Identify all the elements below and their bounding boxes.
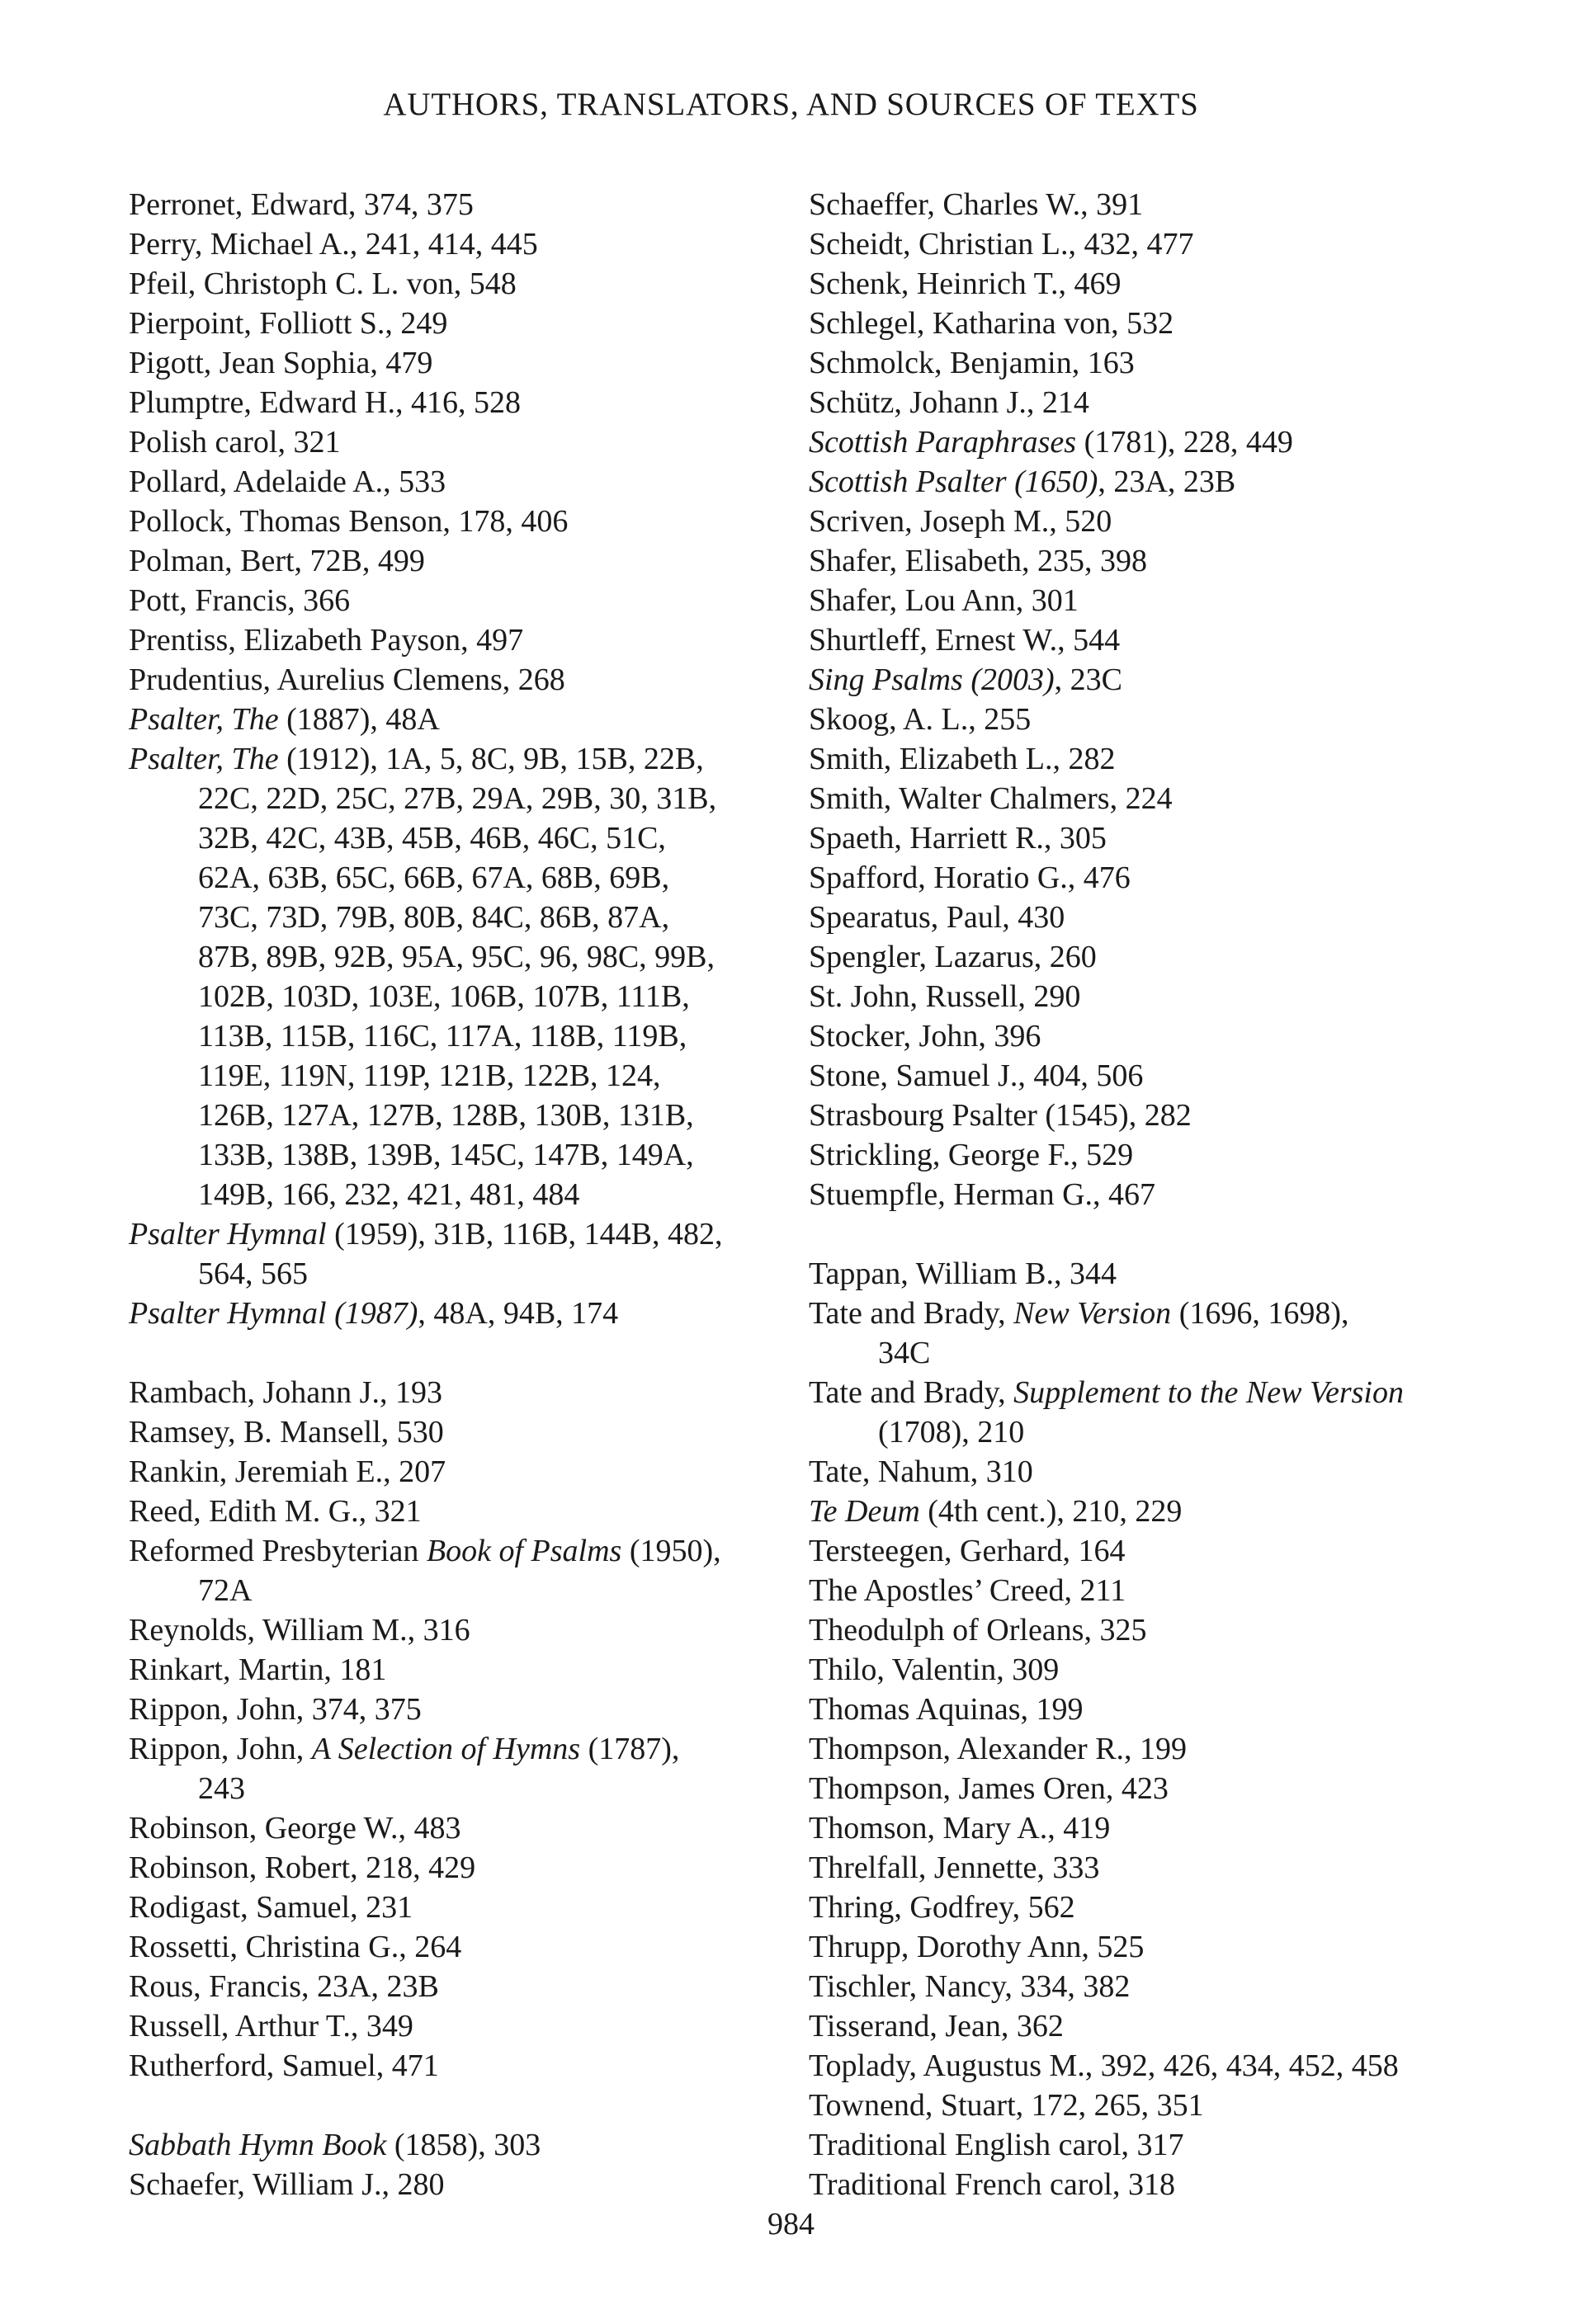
index-text: Thring, Godfrey, 562 xyxy=(809,1890,1075,1925)
index-text: Toplady, Augustus M., 392, 426, 434, 452, 458 xyxy=(809,2048,1399,2083)
index-text: (1787), xyxy=(580,1732,680,1766)
index-text: 243 xyxy=(198,1771,245,1806)
index-entry-line xyxy=(129,937,809,977)
index-text: 22C, 22D, 25C, 27B, 29A, 29B, 30, 31B, xyxy=(198,781,717,816)
index-entry-line xyxy=(809,1808,1515,1848)
index-text: Traditional English carol, 317 xyxy=(809,2128,1184,2162)
index-text: Rutherford, Samuel, 471 xyxy=(129,2048,439,2083)
index-entry-line xyxy=(129,462,809,502)
index-text: Tappan, William B., 344 xyxy=(809,1256,1117,1291)
index-text: Tate and Brady, xyxy=(809,1296,1014,1331)
index-entry-line xyxy=(129,779,809,818)
index-entry-line xyxy=(809,937,1515,977)
index-entry-line xyxy=(129,660,809,700)
index-text: (1708), 210 xyxy=(878,1415,1025,1450)
blank-line xyxy=(809,1214,1515,1254)
index-entry-line xyxy=(129,1135,809,1175)
index-entry-line xyxy=(809,422,1515,462)
index-text: (4th cent.), 210, 229 xyxy=(919,1494,1183,1529)
index-text: , 23C xyxy=(1054,662,1123,697)
index-entry-line xyxy=(129,581,809,620)
index-entry-line xyxy=(129,224,809,264)
index-text: (1781), 228, 449 xyxy=(1076,425,1293,460)
index-entry-line xyxy=(129,1571,809,1610)
index-entry-line xyxy=(809,700,1515,739)
index-entry-line xyxy=(129,1175,809,1214)
index-text: 113B, 115B, 116C, 117A, 118B, 119B, xyxy=(198,1019,687,1054)
index-entry-line xyxy=(129,2165,809,2204)
index-text: Thompson, Alexander R., 199 xyxy=(809,1732,1188,1766)
index-text: Rippon, John, 374, 375 xyxy=(129,1692,422,1727)
index-entry-line xyxy=(809,1888,1515,1927)
index-text: Rippon, John, xyxy=(129,1732,312,1766)
index-entry-line xyxy=(809,1452,1515,1492)
index-entry-line xyxy=(129,185,809,224)
index-text: Thomson, Mary A., 419 xyxy=(809,1811,1111,1846)
index-entry-line xyxy=(129,1294,809,1333)
index-text: Robinson, Robert, 218, 429 xyxy=(129,1850,476,1885)
index-entry-line xyxy=(129,1373,809,1412)
index-text: Scriven, Joseph M., 520 xyxy=(809,504,1112,539)
index-text-italic: Supplement to the New Version xyxy=(1013,1375,1404,1410)
index-text: Rambach, Johann J., 193 xyxy=(129,1375,442,1410)
index-text-italic: New Version xyxy=(1013,1296,1172,1331)
index-text: Strickling, George F., 529 xyxy=(809,1138,1134,1172)
index-text: Theodulph of Orleans, 325 xyxy=(809,1613,1147,1648)
index-entry-line xyxy=(809,2046,1515,2086)
index-entry-line xyxy=(809,1135,1515,1175)
index-text: Thompson, James Oren, 423 xyxy=(809,1771,1169,1806)
index-text-italic: A Selection of Hymns xyxy=(311,1732,581,1766)
index-entry-line xyxy=(129,1888,809,1927)
index-entry-line xyxy=(129,620,809,660)
index-text: Skoog, A. L., 255 xyxy=(809,702,1032,737)
index-entry-line xyxy=(809,462,1515,502)
index-entry-line xyxy=(809,304,1515,343)
index-entry-line xyxy=(809,620,1515,660)
index-entry-line xyxy=(809,2006,1515,2046)
index-text: Perry, Michael A., 241, 414, 445 xyxy=(129,227,538,262)
index-entry-line xyxy=(809,1373,1515,1412)
index-text: Pollard, Adelaide A., 533 xyxy=(129,464,446,499)
index-text: The Apostles’ Creed, 211 xyxy=(809,1573,1126,1608)
index-text-italic: Sabbath Hymn Book xyxy=(129,2128,387,2162)
index-column-left xyxy=(129,185,809,2204)
index-text: Schaefer, William J., 280 xyxy=(129,2167,445,2202)
index-text: , 48A, 94B, 174 xyxy=(418,1296,619,1331)
index-text-italic: Scottish Paraphrases xyxy=(809,425,1077,460)
index-entry-line xyxy=(809,1412,1515,1452)
index-entry-line xyxy=(809,1056,1515,1096)
index-text: (1858), 303 xyxy=(386,2128,541,2162)
index-text: Thilo, Valentin, 309 xyxy=(809,1652,1060,1687)
index-entry-line xyxy=(809,1531,1515,1571)
index-text: Shafer, Elisabeth, 235, 398 xyxy=(809,544,1148,578)
index-entry-line xyxy=(809,660,1515,700)
index-text: Reynolds, William M., 316 xyxy=(129,1613,470,1648)
index-text: Thrupp, Dorothy Ann, 525 xyxy=(809,1930,1145,1964)
index-text: Reed, Edith M. G., 321 xyxy=(129,1494,422,1529)
index-text: Rankin, Jeremiah E., 207 xyxy=(129,1454,446,1489)
index-text-italic: Scottish Psalter (1650) xyxy=(809,464,1098,499)
index-text: Perronet, Edward, 374, 375 xyxy=(129,187,474,222)
index-entry-line xyxy=(809,185,1515,224)
index-entry-line xyxy=(129,383,809,422)
index-entry-line xyxy=(129,1056,809,1096)
index-entry-line xyxy=(809,1294,1515,1333)
index-text-italic: Psalter, The xyxy=(129,742,279,776)
index-text: Townend, Stuart, 172, 265, 351 xyxy=(809,2088,1204,2123)
index-entry-line xyxy=(129,1610,809,1650)
index-text: 119E, 119N, 119P, 121B, 122B, 124, xyxy=(198,1058,661,1093)
index-text: Stocker, John, 396 xyxy=(809,1019,1041,1054)
index-text: 133B, 138B, 139B, 145C, 147B, 149A, xyxy=(198,1138,694,1172)
index-column-right xyxy=(809,185,1515,2204)
index-text: Tisserand, Jean, 362 xyxy=(809,2009,1064,2044)
index-text: Pfeil, Christoph C. L. von, 548 xyxy=(129,266,517,301)
index-entry-line xyxy=(129,304,809,343)
index-entry-line xyxy=(809,1333,1515,1373)
index-entry-line xyxy=(129,1729,809,1769)
index-entry-line xyxy=(809,1848,1515,1888)
page-header-title: AUTHORS, TRANSLATORS, AND SOURCES OF TEXTS xyxy=(383,87,1199,122)
index-text: 126B, 127A, 127B, 128B, 130B, 131B, xyxy=(198,1098,694,1133)
index-entry-line xyxy=(129,343,809,383)
index-entry-line xyxy=(129,1254,809,1294)
index-entry-line xyxy=(129,1531,809,1571)
index-entry-line xyxy=(129,502,809,541)
index-text: Spearatus, Paul, 430 xyxy=(809,900,1065,935)
index-entry-line xyxy=(129,541,809,581)
index-entry-line xyxy=(809,977,1515,1016)
index-entry-line xyxy=(809,1610,1515,1650)
index-entry-line xyxy=(129,1927,809,1967)
index-text: (1950), xyxy=(621,1534,721,1568)
index-entry-line xyxy=(129,1967,809,2006)
index-text: Rossetti, Christina G., 264 xyxy=(129,1930,462,1964)
index-entry-line xyxy=(809,264,1515,304)
index-entry-line xyxy=(809,1769,1515,1808)
index-text: 34C xyxy=(878,1336,931,1370)
index-text: Stone, Samuel J., 404, 506 xyxy=(809,1058,1144,1093)
index-text: Smith, Walter Chalmers, 224 xyxy=(809,781,1173,816)
index-text: Prudentius, Aurelius Clemens, 268 xyxy=(129,662,565,697)
index-entry-line xyxy=(129,2006,809,2046)
index-text: St. John, Russell, 290 xyxy=(809,979,1081,1014)
index-text: 62A, 63B, 65C, 66B, 67A, 68B, 69B, xyxy=(198,860,670,895)
index-entry-line xyxy=(129,264,809,304)
index-text: Pott, Francis, 366 xyxy=(129,583,351,618)
index-text: Stuempfle, Herman G., 467 xyxy=(809,1177,1156,1212)
index-entry-line xyxy=(809,502,1515,541)
index-entry-line xyxy=(809,1650,1515,1690)
index-text: Spafford, Horatio G., 476 xyxy=(809,860,1131,895)
index-entry-line xyxy=(129,1016,809,1056)
index-text: Prentiss, Elizabeth Payson, 497 xyxy=(129,623,524,658)
index-text: Traditional French carol, 318 xyxy=(809,2167,1175,2202)
index-text-italic: Psalter, The xyxy=(129,702,279,737)
index-entry-line xyxy=(129,1650,809,1690)
index-entry-line xyxy=(809,2165,1515,2204)
index-entry-line xyxy=(809,343,1515,383)
index-entry-line xyxy=(129,1690,809,1729)
index-text: , 23A, 23B xyxy=(1098,464,1236,499)
index-text: Schlegel, Katharina von, 532 xyxy=(809,306,1174,341)
index-text: Rodigast, Samuel, 231 xyxy=(129,1890,413,1925)
index-entry-line xyxy=(129,2125,809,2165)
index-entry-line xyxy=(809,2125,1515,2165)
index-text: Plumptre, Edward H., 416, 528 xyxy=(129,385,521,420)
index-text-italic: Psalter Hymnal (1987) xyxy=(129,1296,418,1331)
index-text: Reformed Presbyterian xyxy=(129,1534,427,1568)
index-text: Shafer, Lou Ann, 301 xyxy=(809,583,1079,618)
blank-line xyxy=(129,2086,809,2125)
index-entry-line xyxy=(129,818,809,858)
index-text: Schmolck, Benjamin, 163 xyxy=(809,346,1135,380)
index-text: Smith, Elizabeth L., 282 xyxy=(809,742,1116,776)
index-text: Pigott, Jean Sophia, 479 xyxy=(129,346,433,380)
index-entry-line xyxy=(809,2086,1515,2125)
index-entry-line xyxy=(129,739,809,779)
index-entry-line xyxy=(129,977,809,1016)
index-text: 32B, 42C, 43B, 45B, 46B, 46C, 51C, xyxy=(198,821,666,856)
index-entry-line xyxy=(809,1175,1515,1214)
index-entry-line xyxy=(809,224,1515,264)
index-text: Robinson, George W., 483 xyxy=(129,1811,461,1846)
index-entry-line xyxy=(129,858,809,898)
index-entry-line xyxy=(809,581,1515,620)
index-text: Rous, Francis, 23A, 23B xyxy=(129,1969,439,2004)
index-entry-line xyxy=(129,700,809,739)
index-entry-line xyxy=(129,1452,809,1492)
index-text: (1887), 48A xyxy=(278,702,440,737)
index-text: Russell, Arthur T., 349 xyxy=(129,2009,413,2044)
index-columns xyxy=(129,185,1515,2204)
index-entry-line xyxy=(129,1769,809,1808)
index-text: Tate, Nahum, 310 xyxy=(809,1454,1033,1489)
index-entry-line xyxy=(809,1096,1515,1135)
index-text-italic: Sing Psalms (2003) xyxy=(809,662,1055,697)
index-text: Thomas Aquinas, 199 xyxy=(809,1692,1084,1727)
index-entry-line xyxy=(809,1967,1515,2006)
index-text: Tate and Brady, xyxy=(809,1375,1014,1410)
index-text: Ramsey, B. Mansell, 530 xyxy=(129,1415,444,1450)
index-text: Rinkart, Martin, 181 xyxy=(129,1652,387,1687)
index-entry-line xyxy=(129,1848,809,1888)
page-number: 984 xyxy=(767,2207,815,2242)
index-entry-line xyxy=(809,739,1515,779)
index-text: Polman, Bert, 72B, 499 xyxy=(129,544,425,578)
index-text: Strasbourg Psalter (1545), 282 xyxy=(809,1098,1192,1133)
index-text: 72A xyxy=(198,1573,253,1608)
index-entry-line xyxy=(809,1729,1515,1769)
index-text: Tersteegen, Gerhard, 164 xyxy=(809,1534,1126,1568)
index-entry-line xyxy=(809,1016,1515,1056)
index-entry-line xyxy=(129,898,809,937)
index-text: Threlfall, Jennette, 333 xyxy=(809,1850,1100,1885)
index-entry-line xyxy=(809,858,1515,898)
index-text: Pollock, Thomas Benson, 178, 406 xyxy=(129,504,569,539)
index-entry-line xyxy=(809,1927,1515,1967)
index-text: 102B, 103D, 103E, 106B, 107B, 111B, xyxy=(198,979,690,1014)
index-text-italic: Book of Psalms xyxy=(426,1534,622,1568)
index-entry-line xyxy=(809,818,1515,858)
index-text: Polish carol, 321 xyxy=(129,425,341,460)
index-text: Scheidt, Christian L., 432, 477 xyxy=(809,227,1194,262)
index-text-italic: Te Deum xyxy=(809,1494,920,1529)
blank-line xyxy=(129,1333,809,1373)
index-entry-line xyxy=(129,1492,809,1531)
index-text-italic: Psalter Hymnal xyxy=(129,1217,327,1252)
index-text: Spaeth, Harriett R., 305 xyxy=(809,821,1107,856)
index-entry-line xyxy=(129,1096,809,1135)
index-entry-line xyxy=(809,1690,1515,1729)
index-text: 149B, 166, 232, 421, 481, 484 xyxy=(198,1177,580,1212)
index-text: (1696, 1698), xyxy=(1171,1296,1349,1331)
index-text: Schaeffer, Charles W., 391 xyxy=(809,187,1144,222)
index-text: (1959), 31B, 116B, 144B, 482, xyxy=(326,1217,723,1252)
index-entry-line xyxy=(129,1808,809,1848)
index-entry-line xyxy=(809,1254,1515,1294)
index-text: Schenk, Heinrich T., 469 xyxy=(809,266,1122,301)
index-entry-line xyxy=(809,383,1515,422)
index-entry-line xyxy=(809,898,1515,937)
index-entry-line xyxy=(129,1214,809,1254)
index-entry-line xyxy=(809,1571,1515,1610)
index-text: Shurtleff, Ernest W., 544 xyxy=(809,623,1121,658)
index-entry-line xyxy=(129,422,809,462)
index-text: Tischler, Nancy, 334, 382 xyxy=(809,1969,1131,2004)
index-text: Pierpoint, Folliott S., 249 xyxy=(129,306,448,341)
index-entry-line xyxy=(129,2046,809,2086)
index-text: Spengler, Lazarus, 260 xyxy=(809,940,1097,974)
index-entry-line xyxy=(129,1412,809,1452)
index-text: (1912), 1A, 5, 8C, 9B, 15B, 22B, xyxy=(278,742,704,776)
index-text: Schütz, Johann J., 214 xyxy=(809,385,1089,420)
index-text: 87B, 89B, 92B, 95A, 95C, 96, 98C, 99B, xyxy=(198,940,715,974)
index-text: 73C, 73D, 79B, 80B, 84C, 86B, 87A, xyxy=(198,900,670,935)
index-entry-line xyxy=(809,779,1515,818)
index-entry-line xyxy=(809,1492,1515,1531)
index-entry-line xyxy=(809,541,1515,581)
index-text: 564, 565 xyxy=(198,1256,308,1291)
